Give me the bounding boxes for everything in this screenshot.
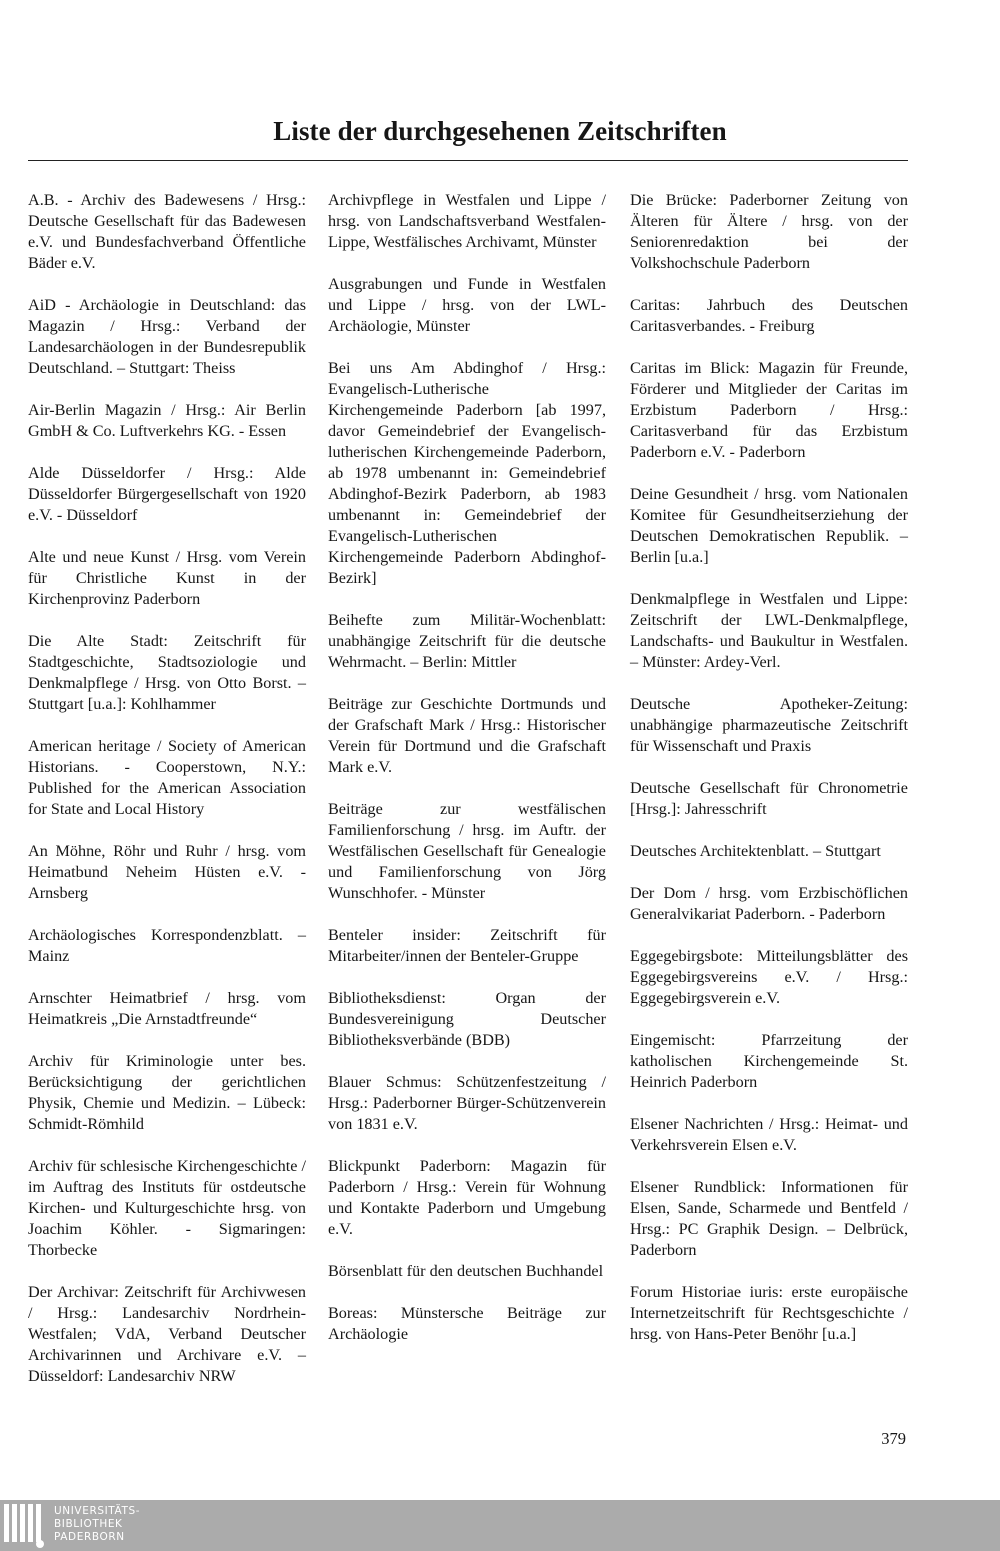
journal-entry: Benteler insider: Zeitschrift für Mitarbeiter/innen der Benteler-Gruppe	[328, 926, 606, 965]
library-name	[54, 1505, 140, 1544]
column-3	[630, 190, 908, 1366]
journal-entry: Alde Düsseldorfer / Hrsg.: Alde Düsseldorfer Bürgergesellschaft von 1920 e.V. - Düsseldorf	[28, 464, 306, 524]
title-divider	[28, 160, 908, 161]
journal-entry: Beiträge zur Geschichte Dortmunds und der Grafschaft Mark / Hrsg.: Historischer Verein für Dortmund und die Grafschaft Mark e.V.	[328, 695, 606, 776]
journal-entry: Beihefte zum Militär-Wochenblatt: unabhängige Zeitschrift für die deutsche Wehrmacht. – Berlin: Mittler	[328, 611, 606, 671]
library-footer	[0, 1500, 1000, 1551]
page-number: 379	[881, 1429, 906, 1448]
journal-entry: Arnschter Heimatbrief / hrsg. vom Heimatkreis „Die Arnstadtfreunde“	[28, 989, 306, 1028]
journal-entry: AiD - Archäologie in Deutschland: das Magazin / Hrsg.: Verband der Landesarchäologen in der Bundesrepublik Deutschland. – Stuttgart: Theiss	[28, 296, 306, 377]
journal-entry: Blickpunkt Paderborn: Magazin für Paderborn / Hrsg.: Verein für Wohnung und Kontakte Paderborn und Umgebung e.V.	[328, 1157, 606, 1238]
library-name-line-2: BIBLIOTHEK	[54, 1518, 123, 1530]
journal-entry: A.B. - Archiv des Badewesens / Hrsg.: Deutsche Gesellschaft für das Badewesen e.V. und Bundesfachverband Öffentliche Bäder e.V.	[28, 191, 306, 272]
journal-entry: Archivpflege in Westfalen und Lippe / hrsg. von Landschaftsverband Westfalen-Lippe, Westfälisches Archivamt, Münster	[328, 191, 606, 251]
journal-entry: Caritas: Jahrbuch des Deutschen Caritasverbandes. - Freiburg	[630, 296, 908, 335]
column-1	[28, 190, 306, 1408]
journal-entry: Archiv für schlesische Kirchengeschichte / im Auftrag des Instituts für ostdeutsche Kirchen- und Kulturgeschichte hrsg. von Joachim Köhler. - Sigmaringen: Thorbecke	[28, 1157, 306, 1259]
journal-entry: An Möhne, Röhr und Ruhr / hrsg. vom Heimatbund Neheim Hüsten e.V. - Arnsberg	[28, 842, 306, 902]
journal-entry: Boreas: Münstersche Beiträge zur Archäologie	[328, 1304, 606, 1343]
journal-entry: Deutsches Architektenblatt. – Stuttgart	[630, 842, 881, 860]
journal-entry: Denkmalpflege in Westfalen und Lippe: Zeitschrift der LWL-Denkmalpflege, Landschafts- und Baukultur in Westfalen. – Münster: Ardey-Verl.	[630, 590, 908, 671]
journal-entry: Eingemischt: Pfarrzeitung der katholischen Kirchengemeinde St. Heinrich Paderborn	[630, 1031, 908, 1091]
journal-entry: Air-Berlin Magazin / Hrsg.: Air Berlin GmbH & Co. Luftverkehrs KG. - Essen	[28, 401, 306, 440]
journal-entry: Börsenblatt für den deutschen Buchhandel	[328, 1262, 604, 1280]
journal-entry: Eggegebirgsbote: Mitteilungsblätter des Eggegebirgsvereins e.V. / Hrsg.: Eggegebirgsverein e.V.	[630, 947, 908, 1007]
journal-entry: Deine Gesundheit / hrsg. vom Nationalen Komitee für Gesundheitserziehung der Deutschen Demokratischen Republik. – Berlin [u.a.]	[630, 485, 908, 566]
journal-entry: Caritas im Blick: Magazin für Freunde, Förderer und Mitglieder der Caritas im Erzbistum Paderborn / Hrsg.: Caritasverband für das Erzbistum Paderborn e.V. - Paderborn	[630, 359, 908, 461]
journal-entry: Deutsche Gesellschaft für Chronometrie [Hrsg.]: Jahresschrift	[630, 779, 908, 818]
journal-entry: Bei uns Am Abdinghof / Hrsg.: Evangelisch-Lutherische Kirchengemeinde Paderborn [ab 1997, davor Gemeindebrief der Evangelisch-lutherischen Kirchengemeinde Paderborn, ab 1978 umbenannt in: Gemeindebrief Abdinghof-Bezirk Paderborn, ab 1983 umbenannt in: Gemeindebrief der Evangelisch-Lutherischen Kirchengemeinde Paderborn Abdinghof-Bezirk]	[328, 359, 606, 587]
journal-entry: Die Alte Stadt: Zeitschrift für Stadtgeschichte, Stadtsoziologie und Denkmalpflege / Hrsg. von Otto Borst. – Stuttgart [u.a.]: Kohlhammer	[28, 632, 306, 713]
journal-entry: Archiv für Kriminologie unter bes. Berücksichtigung der gerichtlichen Physik, Chemie und Medizin. – Lübeck: Schmidt-Römhild	[28, 1052, 306, 1133]
journal-entry: Ausgrabungen und Funde in Westfalen und Lippe / hrsg. von der LWL-Archäologie, Münster	[328, 275, 606, 335]
page-title: Liste der durchgesehenen Zeitschriften	[273, 116, 727, 146]
library-name-line-1: UNIVERSITÄTS-	[54, 1505, 141, 1517]
column-2	[328, 190, 606, 1366]
journal-entry: Elsener Nachrichten / Hrsg.: Heimat- und Verkehrsverein Elsen e.V.	[630, 1115, 908, 1154]
journal-entry: Blauer Schmus: Schützenfestzeitung / Hrsg.: Paderborner Bürger-Schützenverein von 1831 e.V.	[328, 1073, 606, 1133]
journal-entry: Der Archivar: Zeitschrift für Archivwesen / Hrsg.: Landesarchiv Nordrhein-Westfalen; VdA, Verband Deutscher Archivarinnen und Archivare e.V. – Düsseldorf: Landesarchiv NRW	[28, 1283, 306, 1385]
journal-entry: Die Brücke: Paderborner Zeitung von Älteren für Ältere / hrsg. von der Seniorenredaktion bei der Volkshochschule Paderborn	[630, 191, 908, 272]
journal-entry: Beiträge zur westfälischen Familienforschung / hrsg. im Auftr. der Westfälischen Gesellschaft für Genealogie und Familienforschung von Jörg Wunschhofer. - Münster	[328, 800, 606, 902]
library-name-line-3: PADERBORN	[54, 1531, 125, 1543]
journal-entry: Archäologisches Korrespondenzblatt. – Mainz	[28, 926, 306, 965]
journal-entry: Der Dom / hrsg. vom Erzbischöflichen Generalvikariat Paderborn. - Paderborn	[630, 884, 908, 923]
journal-entry: Alte und neue Kunst / Hrsg. vom Verein für Christliche Kunst in der Kirchenprovinz Paderborn	[28, 548, 306, 608]
journal-entry: Bibliotheksdienst: Organ der Bundesvereinigung Deutscher Bibliotheksverbände (BDB)	[328, 989, 606, 1049]
journal-entry: Deutsche Apotheker-Zeitung: unabhängige pharmazeutische Zeitschrift für Wissenschaft und Praxis	[630, 695, 908, 755]
journal-entry: Elsener Rundblick: Informationen für Elsen, Sande, Scharmede und Bentfeld / Hrsg.: PC Graphik Design. – Delbrück, Paderborn	[630, 1178, 908, 1259]
journal-entry: Forum Historiae iuris: erste europäische Internetzeitschrift für Rechtsgeschichte / hrsg. von Hans-Peter Benöhr [u.a.]	[630, 1283, 908, 1343]
logo-dot-icon	[36, 1540, 44, 1548]
journal-entry: American heritage / Society of American Historians. - Cooperstown, N.Y.: Published for the American Association for State and Local History	[28, 737, 306, 818]
